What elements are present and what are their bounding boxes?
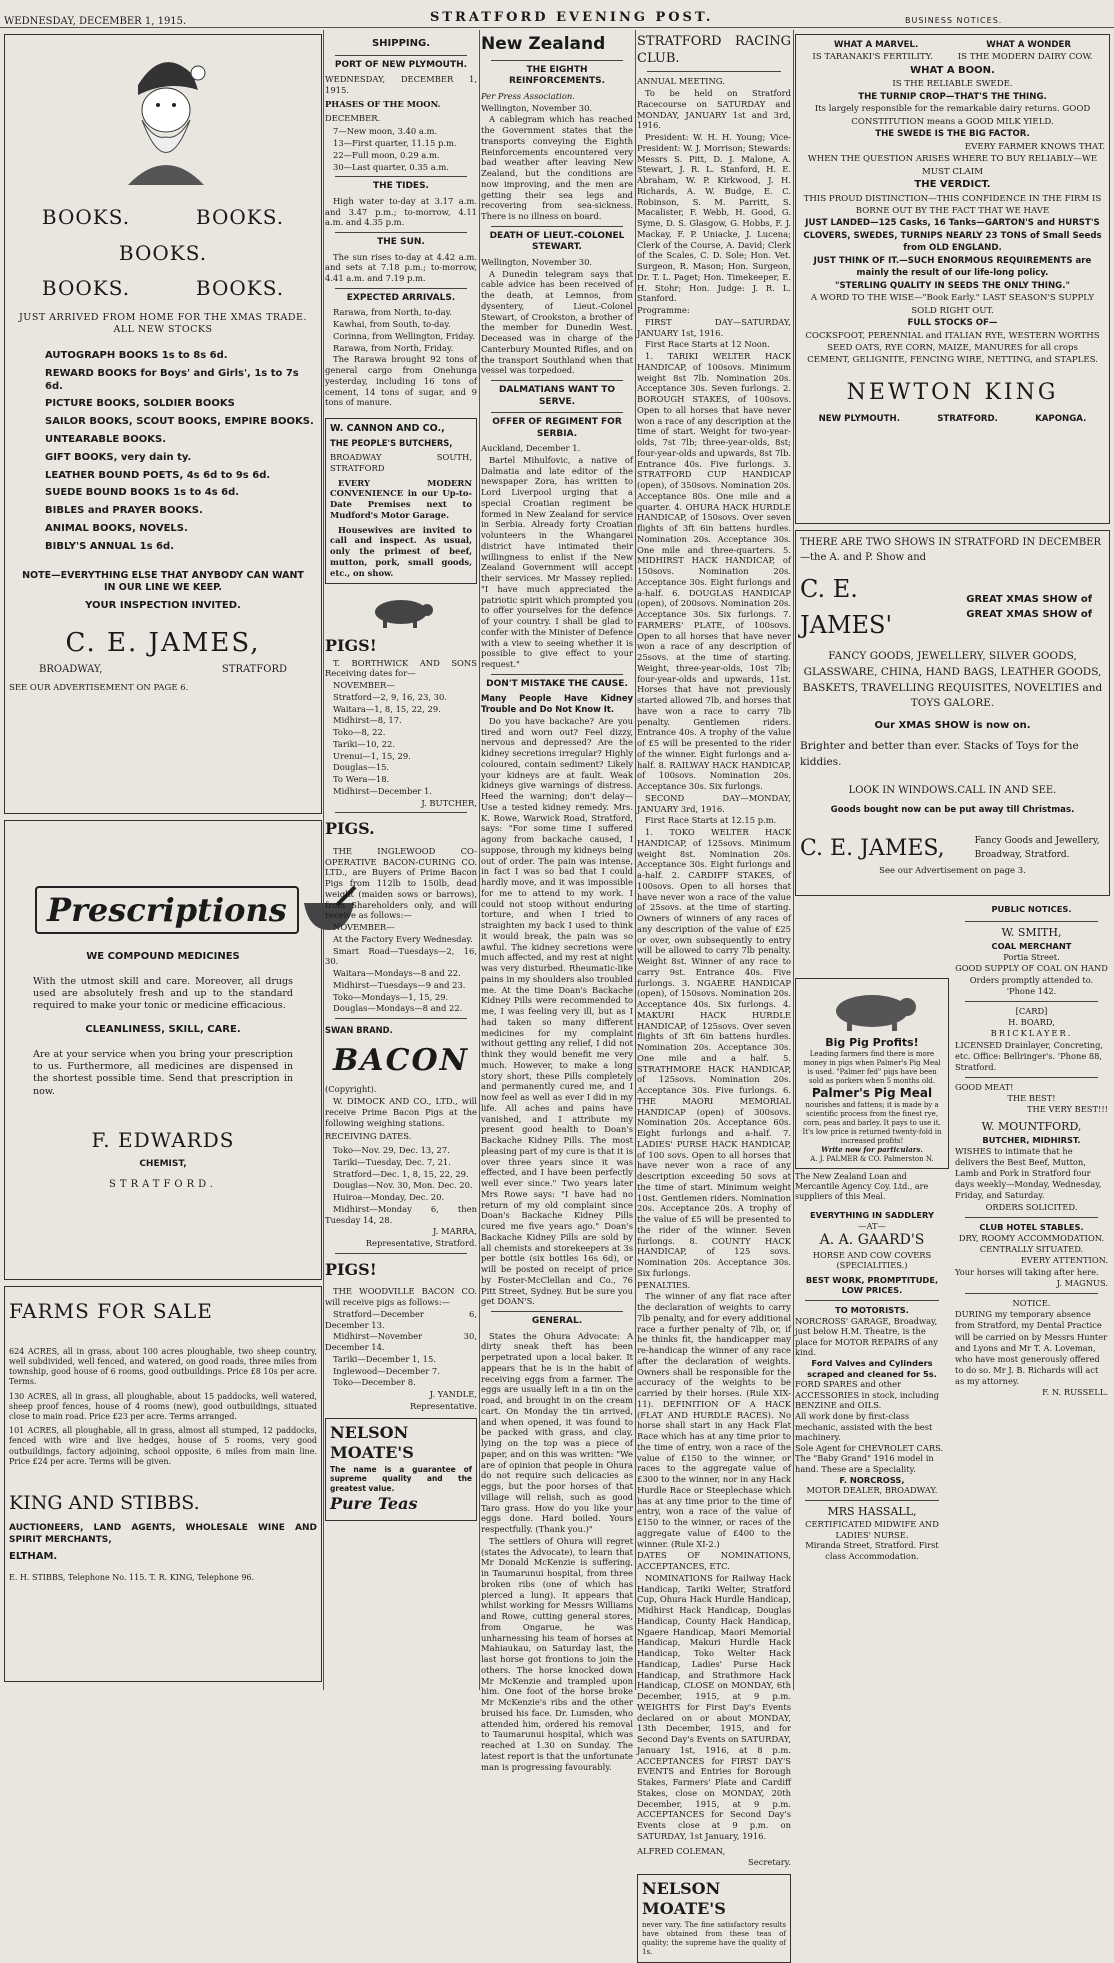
cannon-convenience: EVERY MODERN CONVENIENCE in our Up-to-Date Premises next to Mudford's Motor Garage. [330, 477, 472, 520]
prescriptions-text-2: Are at your service when you bring your prescription to us. Furthermore, all medicines are dispensed in the shortest possible time. Send that prescription in now. [33, 1049, 293, 1097]
club-name: CLUB HOTEL STABLES. [979, 1221, 1084, 1232]
moon-phase: 13—First quarter, 11.15 p.m. [333, 138, 457, 149]
smith-supply: GOOD SUPPLY OF COAL ON HAND [955, 963, 1108, 974]
books-note: NOTE—EVERYTHING ELSE THAT ANYBODY CAN WANT IN OUR LINE WE KEEP. [22, 569, 304, 593]
newton-text: THE TURNIP CROP—THAT'S THE THING. [858, 91, 1047, 102]
smith-orders: Orders promptly attended to. [969, 974, 1094, 985]
motor-name: F. NORCROSS, [839, 1474, 905, 1485]
column-rule [479, 30, 480, 1690]
racing-sub: ANNUAL MEETING. [637, 76, 725, 87]
list-item: UNTEARABLE BOOKS. [45, 434, 167, 446]
james-name-2: C. E. JAMES, [800, 836, 945, 862]
pigs2-date: Waitara—Mondays—8 and 22. [333, 968, 461, 979]
saddlery-name: A. A. GAARD'S [819, 1231, 925, 1248]
james-text: Goods bought now can be put away till Christmas. [830, 804, 1075, 815]
midwife-text: Miranda Street, Stratford. First class Accommodation. [805, 1540, 939, 1561]
public-notices [955, 902, 1108, 1561]
farms-title: FARMS FOR SALE [9, 1299, 213, 1323]
pig-meal-supplier: The New Zealand Loan and Mercantile Agency Coy. Ltd., are suppliers of this Meal. [795, 1171, 929, 1202]
nominations-text: NOMINATIONS for Railway Hack Handicap, Tariki Welter, Stratford Cup, Ohura Hack Hurdle Handicap, Midhirst Hack Handicap, Douglas Handicap, County Hack Handicap, Ngaere Handicap, Maori Memorial Handicap, Makuri Hurdle Hack Handicap, Toko Welter Hack Handicap, Ladies' Purse Hack Handicap, and Strathmore Hack Handicap, CLOSE on MONDAY, 6th December, 1915, at 9 p.m. WEIGHTS for First Day's Events declared on or about MONDAY, 13th December, 1915, and for Second Day's Events on SATURDAY, January 1st, 1916, at 8 p.m. ACCEPTANCES for FIRST DAY'S EVENTS and Entries for Borough Stakes, Farmers' Plate and Cardiff Stakes, close on MONDAY, 20th December, 1915, at 9 p.m. ACCEPTANCES for Second Day's Events close at 9 p.m. on SATURDAY, 1st January, 1916. [637, 1572, 791, 1841]
saddlery-line: HORSE AND COW COVERS (SPECIALITIES.) [812, 1249, 932, 1271]
newton-text: IS TARANAKI'S FERTILITY. [812, 52, 933, 63]
bacon-date: Tariki—Tuesday, Dec. 7, 21. [333, 1156, 451, 1167]
racing-intro: To be held on Stratford Racecourse on SATURDAY and MONDAY, JANUARY 1st and 3rd, 1916. [637, 88, 791, 131]
newton-text: Its largely responsible for the remarkable dairy returns. GOOD CONSTITUTION means a GOOD MILK YIELD. [814, 104, 1091, 127]
farm-listing: 130 ACRES, all in grass, all ploughable, about 15 paddocks, well watered, sheep proof fences, house of 4 rooms (new), good outbuildings, situated close to main road. Price £23 per acre. Terms arranged. [9, 1391, 317, 1421]
mountford-name: W. MOUNTFORD, [981, 1119, 1082, 1133]
nz-heading: OFFER OF REGIMENT FOR SERBIA. [492, 417, 622, 439]
midwife-text: CERTIFICATED MIDWIFE AND LADIES' NURSE. [805, 1518, 939, 1540]
divider [335, 176, 467, 177]
saddlery-best: BEST WORK, PROMPTITUDE, LOW PRICES. [805, 1274, 939, 1296]
nz-paragraph: A cablegram which has reached the Government states that the transports conveying the Eighth Reinforcements encountered very bad weather after leaving New Zealand, but the conditions are now improving, and the men are getting their sea legs and recovering from sea-sickness. There is no illness on board. [481, 114, 633, 222]
pig-meal-maker: A. J. PALMER & CO. Palmerston N. [810, 1154, 934, 1163]
motor-text: NORCROSS' GARAGE, Broadway, just below H.M. Theatre, is the place for MOTOR REPAIRS of any kind. [795, 1315, 938, 1358]
newton-line [800, 39, 1105, 51]
tides-text: High water to-day at 3.17 a.m. and 3.47 p.m.; to-morrow, 4.11 a.m. and 4.35 p.m. [325, 195, 477, 228]
pigs3-rep: Representative. [410, 1400, 477, 1411]
address-street: BROADWAY, [39, 664, 103, 676]
motor-heading: TO MOTORISTS. [835, 1304, 909, 1315]
sun-heading: THE SUN. [377, 237, 425, 248]
meat-line: GOOD MEAT! [955, 1082, 1014, 1093]
column-5 [795, 34, 1110, 1690]
race-start: First Race Starts at 12 Noon. [645, 339, 770, 350]
newton-text: A WORD TO THE WISE—"Book Early." LAST SEASON'S SUPPLY SOLD RIGHT OUT. [810, 293, 1095, 316]
shipping-heading: SHIPPING. [371, 38, 431, 49]
firm-town: ELTHAM. [9, 1550, 58, 1562]
prescriptions-text-1: With the utmost skill and care. Moreover, all drugs used are absolutely fresh and up to the standard required to make your tonic or medicine efficacious. [33, 975, 293, 1012]
pig-meal-text: nourishes and fattens; it is made by a scientific process from the finest rye, corn, peas and barley. It pays to use it. It's low price is returned twenty-fold in increased profits! [802, 1101, 942, 1145]
day-heading: FIRST DAY—SATURDAY, JANUARY 1st, 1916. [637, 316, 791, 338]
farms-advertisement [4, 1286, 322, 1682]
james-text: Our XMAS SHOW is now on. [874, 720, 1031, 731]
cannon-advertisement [325, 418, 477, 584]
advertiser-name: C. E. JAMES, [65, 627, 261, 658]
bacon-signature: J. MARRA, [433, 1226, 477, 1237]
pigs2-month: NOVEMBER— [333, 922, 395, 933]
prescriptions-banner [35, 885, 317, 935]
newton-text: WHAT A BOON. [910, 64, 995, 76]
divider [491, 226, 623, 227]
arrival-item: Corinna, from Wellington, Friday. [333, 330, 475, 341]
pigs3-date: Inglewood—December 7. [333, 1365, 440, 1376]
address-town: STRATFORD [221, 664, 287, 676]
midwife-name: MRS HASSALL, [827, 1504, 917, 1518]
pigs3-date: Stratford—December 6, December 13. [325, 1308, 477, 1330]
divider [491, 412, 623, 413]
divider [965, 1001, 1098, 1002]
nz-heading: DEATH OF LIEUT.-COLONEL STEWART. [489, 230, 625, 253]
newton-location: NEW PLYMOUTH. [818, 413, 900, 424]
secretary-title: Secretary. [748, 1857, 791, 1868]
races-day1: 1. TARIKI WELTER HACK HANDICAP, of 100sovs. Minimum weight 8st 7lb. Nomination 20s. Acceptance 30s. Seven furlongs. 2. BOROUGH STAKES, of 100sovs. Open to all horses that have never won a race of any description at the time of start. Weight for two-year-olds, 7st 7lb; three-year-olds, 8st; four-year-olds and upwards, 8st 7lb. Entrance 40s. Five furlongs. 3. STRATFORD CUP HANDICAP (open), of 350sovs. Nomination 20s. Acceptance 80s. One mile and a quarter. 4. OHURA HACK HURDLE HANDICAP, of 150sovs. Over seven flights of 3ft 6in battens hurdles. Nomination 20s. Acceptance 30s. One mile and three-quarters. 5. MIDHIRST HACK HANDICAP, of 150sovs. Nomination 20s. Acceptance 30s. Eight furlongs and a-half. 6. DOUGLAS HANDICAP (open), of 200sovs. Nomination 20s. Acceptance 30s. Six furlongs. 7. FARMERS' PLATE, of 100sovs. Open to all horses that have never won a race of any description of 25sovs. at the time of starting. Weight, three-year-olds, 10st 7lb; four-year-olds and upwards, 11st. Horses that have not previously started allowed 7lb, and horses that have won a race to carry 7lb penalty. Gentlemen riders. Entrance 40s. A trophy of the value of £5 will be presented to the rider of the winner. Eight furlongs and a-half. 8. RAILWAY HACK HANDICAP, of 100sovs. Nomination 20s. Acceptance 30s. Six furlongs. [637, 351, 791, 791]
pigs3-date: Midhirst—November 30, December 14. [325, 1331, 477, 1353]
moon-phase: 30—Last quarter, 0.35 a.m. [333, 161, 449, 172]
list-item: PICTURE BOOKS, SOLDIER BOOKS [45, 398, 235, 410]
newton-line [800, 51, 1105, 63]
pigs1-intro: T. BORTHWICK AND SONS Receiving dates for— [325, 657, 477, 679]
james-text: FANCY GOODS, JEWELLERY, SILVER GOODS, GLASSWARE, CHINA, HAND BAGS, LEATHER GOODS, BASKETS, TRAVELLING REQUISITES, NOVELTIES and TOYS GALORE. [802, 650, 1103, 710]
midwife-notice [795, 1505, 949, 1562]
newton-text: JUST THINK OF IT.—SUCH ENORMOUS REQUIREMENTS are mainly the result of our life-long policy. [813, 255, 1092, 279]
list-item: GIFT BOOKS, very dain ty. [45, 451, 192, 463]
chemist-town: STRATFORD. [109, 1178, 217, 1190]
divider [335, 812, 467, 813]
prescriptions-title: Prescriptions [35, 886, 299, 935]
bacon-date: Toko—Nov. 29, Dec. 13, 27. [333, 1145, 450, 1156]
chemist-role: CHEMIST, [139, 1159, 187, 1170]
bacon-rep: Representative, Stratford. [365, 1238, 477, 1249]
dateline: Wellington, November 30. [481, 256, 593, 267]
column-3 [481, 34, 633, 1772]
books-heading: BOOKS. [118, 240, 208, 265]
column-2 [325, 34, 477, 1690]
meat-line: THE BEST! [1007, 1093, 1056, 1104]
pigs1-month: NOVEMBER— [333, 680, 395, 691]
pigs3-date: Tariki—December 1, 15. [333, 1353, 436, 1364]
notice-text: DURING my temporary absence from Stratford, my Dental Practice will be carried on by Messrs Hunter and Lyons and Mr T. A. Loveman, who have most generously offered to do so. Mr J. B. Richards will act as my attorney. [955, 1309, 1108, 1387]
pigs1-date: Stratford—2, 9, 16, 23, 30. [333, 691, 447, 702]
divider [335, 1018, 467, 1019]
day-heading: SECOND DAY—MONDAY, JANUARY 3rd, 1916. [637, 792, 791, 814]
newton-text: FULL STOCKS OF— [907, 318, 998, 329]
motor-text: All work done by first-class mechanic, assisted with the best machinery. [795, 1411, 933, 1443]
lower-notices [795, 902, 1110, 1561]
james-name: C. E. JAMES' [800, 575, 893, 639]
tea-advertisement [325, 1418, 477, 1521]
bacon-logo: BACON [332, 1042, 470, 1078]
chemist-name: F. EDWARDS [91, 1127, 235, 1152]
pigs1-date: To Wera—18. [333, 774, 390, 785]
list-item: REWARD BOOKS for Boys' and Girls', 1s to 7s 6d. [45, 367, 299, 392]
list-item: AUTOGRAPH BOOKS 1s to 8s 6d. [45, 350, 228, 362]
newton-location: KAPONGA. [1035, 413, 1087, 424]
arrival-item: Rarawa, from North, to-day. [333, 307, 453, 318]
bacon-date: Stratford—Dec. 1, 8, 15, 22, 29. [333, 1168, 469, 1179]
pigs3-date: Toko—December 8. [333, 1377, 416, 1388]
pigs2-title: PIGS. [325, 819, 375, 839]
nz-paragraph: The settlers of Ohura will regret (states the Advocate), to learn that Mr Donald McKenzie is suffering, in Taumarunui hospital, from three broken ribs (one of which has pierced a lung). It appears that whilst working for Messrs Williams and Rowe, cutting general stores, from Ongarue, he was unharnessing his team of horses at Mahiaukau, on Saturday last, the last horse got frontions to join the others. The horse knocked down Mr McKenzie and trampled upon him. One foot of the horse broke Mr McKenzie's ribs and the other bruised his face. Dr. Lumsden, who attended him, ordered his removal to Taumarunui hospital, which was reached at 1.30 on Sunday. The latest report is that the unfortunate man is progressing favourably. [481, 1535, 633, 1772]
pigs2-date: Smart Road—Tuesdays—2, 16, 30. [325, 945, 477, 967]
notice-heading: NOTICE. [1012, 1297, 1051, 1308]
moon-phase: 22—Full moon, 0.29 a.m. [333, 149, 440, 160]
card-label: [CARD] [1015, 1005, 1048, 1016]
prescriptions-care: CLEANLINESS, SKILL, CARE. [85, 1024, 241, 1036]
port-heading: PORT OF NEW PLYMOUTH. [334, 59, 468, 70]
newton-text: THE SWEDE IS THE BIG FACTOR. [875, 129, 1030, 140]
press-association: Per Press Association. [481, 90, 575, 101]
mountford-text: WISHES to intimate that he delivers the Best Beef, Mutton, Lamb and Pork in Stratford four days weekly—Monday, Wednesday, Friday, and Saturday. [955, 1145, 1102, 1201]
programme-heading: Programme: [637, 305, 690, 315]
pigs3-title: PIGS! [325, 1259, 377, 1279]
club-text: EVERY ATTENTION. [1020, 1255, 1108, 1266]
nz-subheading: Many People Have Kidney Trouble and Do Not Know It. [481, 693, 633, 715]
issue-date: WEDNESDAY, DECEMBER 1, 1915. [4, 16, 187, 27]
pigs1-date: Waitara—1, 8, 15, 22, 29. [333, 703, 441, 714]
firm-name: KING AND STIBBS. [9, 1492, 200, 1515]
board-text: LICENSED Drainlayer, Concreting, etc. Office: Bellringer's. 'Phone 88, Stratford. [955, 1039, 1104, 1072]
james-title-row [800, 571, 1105, 643]
club-signature: J. MAGNUS. [1056, 1277, 1108, 1288]
bacon-date: Douglas—Nov. 30, Mon. Dec. 20. [333, 1180, 473, 1191]
pigs2-date: Midhirst—Tuesdays—9 and 23. [333, 979, 466, 990]
newton-locations [800, 413, 1105, 425]
arrival-item: Kawhai, from South, to-day. [333, 319, 451, 330]
nz-heading: GENERAL. [531, 1316, 583, 1327]
races-day2: 1. TOKO WELTER HACK HANDICAP, of 125sovs. Minimum weight 8st. Nomination 20s. Acceptance 30s. Eight furlongs and a-half. 2. CARDIFF STAKES, of 100sovs. Open to all horses that have never won a race of the value of 25sovs. at the time of starting. Owners of winners of any races of any description of the value of £25 or over, own subsequently to entry will be allowed to carry 7lb penalty. Weight 8st. Winner of any race to carry 9st. Entrance 40s. Five furlongs. 3. NGAERE HANDICAP (open), of 150sovs. Nomination 20s. Acceptance 40s. Six furlongs. 4. MAKURI HACK HURDLE HANDICAP, of 125sovs. Over seven flights of 3ft 6in battens hurdles. Nomination 20s. Acceptance 30s. One mile and a half. 5. STRATHMORE HACK HANDICAP, of 125sovs. Nomination 20s. Acceptance 30s. Five furlongs. 6. THE MAORI MEMORIAL HANDICAP (open) of 300sovs. Nomination 20s. Acceptance 60s. Eight furlongs and a-half. 7. LADIES' PURSE HACK HANDICAP, of 100 sovs. Open to all horses that have never won a race of any description exceeding 50 sovs at the time of start. Minimum weight 10st. Gentlemen riders. Nomination 20s. Acceptance 20s. A trophy of the value of £5 will be presented to the rider of the winner. Seven furlongs. 8. COUNTY HACK HANDICAP, of 125 sovs. Nomination 20s. Acceptance 30s. Six furlongs. [637, 827, 791, 1278]
divider [335, 288, 467, 289]
dateline: Wellington, November 30. [481, 102, 593, 113]
motor-text: Sole Agent for CHEVROLET CARS. The "Baby Grand" 1916 model in hand. These are a Speciality. [795, 1442, 944, 1475]
james-text: Brighter and better than ever. Stacks of Toys for the kiddies. [800, 740, 1079, 768]
farm-listing: 624 ACRES, all in grass, about 100 acres ploughable, two sheep country, well subdivided, well fenced, and watered, on good roads, three miles from township, good house of 6 rooms, good outbuildings. Price £8 10s per acre. Terms. [9, 1346, 317, 1387]
sun-text: The sun rises to-day at 4.42 a.m. and sets at 7.18 p.m.; to-morrow, 4.41 a.m. and 7.19 p.m. [325, 251, 477, 284]
board-trade: BRICKLAYER. [990, 1028, 1073, 1039]
tea-line: The name is a guarantee of supreme quality and the greatest value. [330, 1464, 472, 1493]
club-text: CENTRALLY SITUATED. [979, 1244, 1084, 1255]
pigs3-body: THE WOODVILLE BACON CO. will receive pigs as follows:— [325, 1286, 477, 1308]
tea-tag: Pure Teas [330, 1494, 418, 1514]
pig-meal-headline: Big Pig Profits! [825, 1035, 919, 1049]
divider [965, 1077, 1098, 1078]
saddlery-at: —AT— [858, 1220, 886, 1231]
divider [491, 1311, 623, 1312]
motorists-notice [795, 1305, 949, 1496]
divider [647, 71, 781, 72]
list-item: ANIMAL BOOKS, NOVELS. [45, 523, 188, 535]
pigs2-date: At the Factory Every Wednesday. [333, 933, 473, 944]
divider [965, 921, 1098, 922]
moon-phase: 7—New moon, 3.40 a.m. [333, 126, 438, 137]
see-advertisement: SEE OUR ADVERTISEMENT ON PAGE 6. [9, 682, 189, 693]
bacon-body: W. DIMOCK AND CO., LTD., will receive Prime Bacon Pigs at the following weighing stations. [325, 1096, 477, 1128]
james-footer [800, 832, 1105, 865]
club-text: DRY, ROOMY ACCOMMODATION. [958, 1233, 1105, 1243]
bacon-date: Huiroa—Monday, Dec. 20. [333, 1192, 445, 1203]
saddlery-advertisement [795, 1210, 949, 1296]
divider [491, 380, 623, 381]
pigs1-date: Douglas—15. [333, 762, 390, 773]
race-start: First Race Starts at 12.15 p.m. [645, 815, 777, 826]
masthead [0, 6, 1114, 28]
cannon-body: Housewives are invited to call and inspect. As usual, only the primest of beef, mutton, pork, small goods, etc., on show. [330, 524, 472, 578]
mountford-orders: ORDERS SOLICITED. [985, 1201, 1078, 1212]
divider [335, 232, 467, 233]
list-item: BIBLES and PRAYER BOOKS. [45, 505, 203, 517]
bacon-brand: SWAN BRAND. [325, 1025, 393, 1036]
pig-meal-product: Palmer's Pig Meal [811, 1085, 933, 1100]
divider [965, 1293, 1098, 1294]
arrival-item: Rarawa, from North, Friday. [333, 342, 454, 353]
newton-text: IS THE RELIABLE SWEDE. [892, 79, 1013, 90]
public-heading: PUBLIC NOTICES. [991, 904, 1072, 914]
james-xmas-advertisement [795, 530, 1110, 896]
pig-meal-cta: Write now for particulars. [821, 1144, 923, 1154]
newton-location: STRATFORD. [937, 413, 998, 424]
nominations-heading: DATES OF NOMINATIONS, ACCEPTANCES, ETC. [637, 1550, 791, 1571]
books-invite: YOUR INSPECTION INVITED. [85, 599, 241, 611]
tides-heading: THE TIDES. [373, 181, 429, 192]
newton-text: EVERY FARMER KNOWS THAT. [964, 141, 1105, 152]
arrivals-note: The Rarawa brought 92 tons of general cargo from Onehunga yesterday, including 16 tons of cement, 14 tons of sugar, and 9 tons of manure. [325, 354, 477, 408]
dateline: Auckland, December 1. [481, 443, 581, 454]
smith-name: W. SMITH, [1001, 926, 1062, 940]
divider [965, 1217, 1098, 1218]
nz-heading: DALMATIANS WANT TO SERVE. [498, 385, 616, 407]
james-text: LOOK IN WINDOWS.CALL IN AND SEE. [848, 784, 1057, 796]
james-fancy: Fancy Goods and Jewellery, Broadway, Stratford. [974, 836, 1100, 860]
santa-illustration [98, 45, 228, 195]
firm-phones: E. H. STIBBS, Telephone No. 115. T. R. KING, Telephone 96. [9, 1573, 255, 1583]
column-rule [635, 30, 636, 1690]
pig-meal-advertisement [795, 978, 949, 1169]
newton-text: THIS PROUD DISTINCTION—THIS CONFIDENCE IN THE FIRM IS BORNE OUT BY THE FACT THAT WE HAVE [803, 193, 1102, 216]
pigs1-signature: J. BUTCHER, [421, 797, 477, 808]
saddlery-heading: EVERYTHING IN SADDLERY [809, 1210, 935, 1221]
pigs2-body: THE INGLEWOOD CO-OPERATIVE BACON-CURING CO. LTD., are Buyers of Prime Bacon Pigs from 112lb to 150lb, dead weight (maiden sows or barrows), from Shareholders only, and will receive as follows:— [325, 845, 477, 921]
list-item: BIBLY'S ANNUAL 1s 6d. [45, 540, 174, 552]
compound-line: WE COMPOUND MEDICINES [86, 951, 240, 962]
tea-brand: NELSON MOATE'S [642, 1879, 726, 1919]
james-great-show: GREAT XMAS SHOW of GREAT XMAS SHOW of [966, 594, 1093, 620]
books-heading: BOOKS. [41, 205, 131, 229]
newton-text: COCKSFOOT, PERENNIAL and ITALIAN RYE, WESTERN WORTHS SEED OATS, RYE CORN, MAIZE, MANURES for all crops [805, 330, 1100, 353]
motor-role: MOTOR DEALER, BROADWAY. [806, 1485, 938, 1496]
column-4 [637, 34, 791, 1956]
pig-illustration [361, 590, 441, 630]
list-item: SUEDE BOUND BOOKS 1s to 4s 6d. [45, 487, 240, 499]
column-1 [4, 34, 322, 1690]
pig-illustration [817, 983, 927, 1033]
column-rule [323, 30, 324, 1690]
column-rule [793, 30, 794, 1690]
newton-text: WHAT A MARVEL. [834, 40, 919, 50]
newton-text: CEMENT, GELIGNITE, FENCING WIRE, NETTING, and STAPLES. [807, 355, 1098, 366]
moon-month: DECEMBER. [325, 112, 381, 123]
nz-paragraph: A Dunedin telegram says that cable advice has been received of the death, at Lemnos, from dysentery, of Lieut.-Colonel Stewart, of Crookston, a brother of the member for Dunedin West. Deceased was in charge of the Canterbury Mounted Rifles, and on the transport Southland when that vessel was torpedoed. [481, 268, 633, 376]
smith-phone: 'Phone 142. [1006, 985, 1057, 996]
board-name: H. BOARD, [1008, 1017, 1055, 1028]
cannon-name: W. CANNON AND CO., [330, 423, 445, 435]
cannon-address: BROADWAY SOUTH, STRATFORD [330, 452, 472, 473]
pigs1-title: PIGS! [325, 636, 377, 656]
divider [805, 1500, 939, 1501]
firm-trade: AUCTIONEERS, LAND AGENTS, WHOLESALE WINE AND SPIRIT MERCHANTS, [9, 1523, 317, 1545]
nz-paragraph: States the Ohura Advocate: A dirty sneak theft has been perpetrated upon a local baker. It appears that he is in the habit of receiving eggs from a farmer. The eggs are usually left in a tin on the road, and brought in on the cream cart. On Monday the tin arrived, and when opened, it was found to be packed with grass, and clay, lying on the top was a piece of paper, and on this was written: "We are of opinion that people in Ohura do not require such delicacies as eggs, but the poor horses of that village will relish, such as good Taro grass. How do you like your eggs done. Hard boiled. Yours respectfully. (Thank you.)" [481, 1330, 633, 1535]
lower-left-column [795, 902, 949, 1561]
james-see: See our Advertisement on page 3. [879, 866, 1026, 877]
newton-text: WHAT A WONDER [986, 40, 1071, 50]
divider [491, 60, 623, 61]
advertiser-address [39, 664, 287, 677]
arrivals-heading: EXPECTED ARRIVALS. [346, 292, 456, 303]
racing-title: STRATFORD RACING CLUB. [637, 34, 791, 66]
pig-meal-text: Leading farmers find there is more money in pigs when Palmer's Pig Meal is used. "Palmer fed" pigs have been sold as porkers when 5 months old. [803, 1049, 941, 1085]
divider [335, 1253, 467, 1254]
bacon-receiving: RECEIVING DATES. [325, 1131, 412, 1142]
pigs1-date: Midhirst—8, 17. [333, 715, 402, 726]
pigs1-date: Toko—8, 22. [333, 727, 386, 738]
pigs1-date: Midhirst—December 1. [333, 785, 432, 796]
list-item: SAILOR BOOKS, SCOUT BOOKS, EMPIRE BOOKS. [45, 416, 314, 428]
secretary-name: ALFRED COLEMAN, [637, 1845, 726, 1856]
prescriptions-advertisement [4, 820, 322, 1280]
pigs1-date: Urenui—1, 15, 29. [333, 750, 411, 761]
divider [805, 1300, 939, 1301]
penalties-text: The winner of any flat race after the declaration of weights to carry 7lb penalty, and for every additional race a further penalty of 7lb, or, if he thinks fit, the handicapper may re-handicap the winner of any race after the declaration of weights. Owners shall be responsible for the accuracy of the weights to be carried by their horses. (Rule XIX-11). DEFINITION OF A HACK (FLAT AND HURDLE RACES). No horse shall start in any Hack Flat Race which has at any time prior to the time of entry, won a race of the value of £150 to the winner, or races to the aggregate value of £300 to the winner, nor in any Hack Hurdle Race or Steeplechase which has at any time prior to the time of entry, won a race of the value of £150 to the winner, or races of the aggregate value of £400 to the winner. (Rule XI-2.) [637, 1291, 791, 1549]
newton-king-advertisement [795, 34, 1110, 524]
divider [491, 674, 623, 675]
smith-trade: COAL MERCHANT [991, 941, 1072, 952]
farm-listing: 101 ACRES, all ploughable, all in grass, almost all stumped, 12 paddocks, fenced with wire and live hedges, house of 5 rooms, very good outbuildings, factory adjoining, school opposite, 6 miles from main line. Price £24 per acre. Terms will be given. [9, 1426, 317, 1466]
motor-text: FORD SPARES and other ACCESSORIES in stock, including BENZINE and OILS. [795, 1379, 940, 1411]
nz-paragraph: Bartel Mihulfovic, a native of Dalmatia and late editor of the newspaper Zora, has written to Lord Liverpool urging that a special Croatian regiment be formed in New Zealand for service in Serbia. Already forty Croatian volunteers in the Whangarei district have intimated their willingness to enlist if the New Zealand Government will accept their services. Mr Massey replied: "I have much appreciated the patriotic spirit which prompted you to offer yourselves for the defence of your country. I shall be glad to confer with the Minister of Defence with a view to seeing whether it is possible to give effect to your request." [481, 454, 633, 670]
pigs1-date: Tariki—10, 22. [333, 738, 396, 749]
newspaper-title: STRATFORD EVENING POST. [430, 10, 714, 25]
list-item: LEATHER BOUND POETS, 4s 6d to 9s 6d. [45, 469, 271, 481]
newton-text: JUST LANDED—125 Casks, 16 Tanks—GARTON'S and HURST'S CLOVERS, SWEDES, TURNIPS NEARLY 23 TONS of Small Seeds from OLD ENGLAND. [803, 218, 1102, 254]
racing-officers: President: W. H. H. Young; Vice-President: W. J. Morrison; Stewards: Messrs S. Pitt, D. J. Malone, A. Stewart, J. R. L. Stanford, H. E. Abraham, W. P. Kirkwood, J. H. Richards, A. W. Budge, E. C. Robinson, S. M. Parritt, S. Macalister, F. Webb, H. Good, G. Syme, D. S. Glasgow, G. Hobbs, F. J. Mackay, F. P. Uniacke, J. Lucena; Clerk of the Course, A. David; Clerk of the Scales, C. D. Sole; Hon. Vet. Surgeon, R. Mason; Hon. Surgeon, Dr. T. L. Paget; Hon. Timekeeper, E. H. Stohr; Hon. Judge: J. R. L. Stanford. [637, 132, 791, 304]
tea-line: never vary. The fine satisfactory results have obtained from these teas of quality; the supreme have the quality of 1s. [642, 1920, 786, 1956]
tea-brand: NELSON MOATE'S [330, 1422, 414, 1463]
newton-text: THE VERDICT. [914, 179, 991, 191]
nz-paragraph: Do you have backache? Are you tired and worn out? Feel dizzy, nervous and depressed? Are the kidney secretions irregular? Highly coloured, contain sediment? Likely your kidneys are at fault. Weak kidneys give warnings of distress. Heed the warning; don't delay—Use a tested kidney remedy. Mrs. K. Rowe, Warwick Road, Stratford, says: "For some time I suffered agony from backache caused, I suppose, through my kidneys being out of order. The pain was intense, in fact I was so bad that I could hardly move, and it was impossible for me to attend to my work. I could not stoop without enduring torture, and when I tried to straighten my back I used to think it would break, the pain was so awful. The kidney secretions were much affected, and my rest at night was very disturbed. Rheumatic-like pains in my shoulders also troubled me. At the time Doan's Backache Kidney Pills were recommended to me, I was feeling very ill, but as I had taken so many different medicines for my complaint without getting any relief, I did not think they would benefit me very much. However, to make a long story short, these Pills completely and permanently cured me, and I now feel as well as ever I did in my life. All aches and pains have vanished, and I attribute my present good health to Doan's Backache Kidney Pills. The most pleasing part of my cure is that it is over three years since it was effected, and I have been perfectly well ever since." Two years later Mrs Rowe says: "I have had no return of my old complaint since Doan's Backache Kidney Pills cured me five years ago." Doan's Backache Kidney Pills are sold by all chemists and storekeepers at 3s per bottle (six bottles 16s 6d), or will be posted on receipt of price by Foster-McClellan and Co., 76 Pitt Street, Sydney. But be sure you get DOAN'S. [481, 715, 633, 1307]
newton-text: IS THE MODERN DAIRY COW. [957, 52, 1093, 63]
moon-heading: PHASES OF THE MOON. [325, 98, 441, 109]
tea-advertisement-2 [637, 1874, 791, 1963]
books-heading: BOOKS. [195, 276, 285, 301]
newton-text: WHEN THE QUESTION ARISES WHERE TO BUY RELIABLY—WE MUST CLAIM [807, 154, 1098, 177]
shipping-date: WEDNESDAY, DECEMBER 1, 1915. [325, 74, 477, 96]
bacon-copyright: (Copyright). [325, 1084, 377, 1095]
nz-heading: THE EIGHTH REINFORCEMENTS. [508, 64, 606, 87]
section-label: BUSINESS NOTICES. [905, 16, 1003, 25]
newton-text: "STERLING QUALITY IN SEEDS THE ONLY THING." [835, 280, 1070, 291]
books-heading: BOOKS. [41, 276, 131, 301]
pigs2-date: Douglas—Mondays—8 and 22. [333, 1003, 463, 1014]
mountford-trade: BUTCHER, MIDHIRST. [982, 1134, 1081, 1145]
books-list [9, 350, 317, 554]
motor-text: Ford Valves and Cylinders scraped and cleaned for 5s. [807, 1357, 937, 1379]
books-arrived: JUST ARRIVED FROM HOME FOR THE XMAS TRADE. ALL NEW STOCKS [19, 311, 307, 335]
james-text: THERE ARE TWO SHOWS IN STRATFORD IN DECEMBER—the A. and P. Show and [800, 537, 1102, 563]
newton-king-name: NEWTON KING [846, 379, 1059, 405]
pigs2-date: Toko—Mondays—1, 15, 29. [333, 991, 449, 1002]
bacon-date: Midhirst—Monday 6, then Tuesday 14, 28. [325, 1203, 477, 1225]
divider [335, 55, 467, 56]
smith-street: Portia Street. [1003, 952, 1060, 963]
nz-title: New Zealand [481, 34, 606, 54]
meat-line: THE VERY BEST!!! [1027, 1104, 1108, 1115]
penalties-heading: PENALTIES. [637, 1279, 691, 1290]
notice-signature: F. N. RUSSELL. [1042, 1387, 1108, 1398]
nz-heading: DON'T MISTAKE THE CAUSE. [486, 678, 628, 689]
club-text: Your horses will taking after here. [955, 1266, 1099, 1277]
pigs3-signature: J. YANDLE, [429, 1389, 477, 1400]
cannon-sub: THE PEOPLE'S BUTCHERS, [330, 438, 453, 449]
books-advertisement [4, 34, 322, 814]
books-heading: BOOKS. [195, 205, 285, 229]
